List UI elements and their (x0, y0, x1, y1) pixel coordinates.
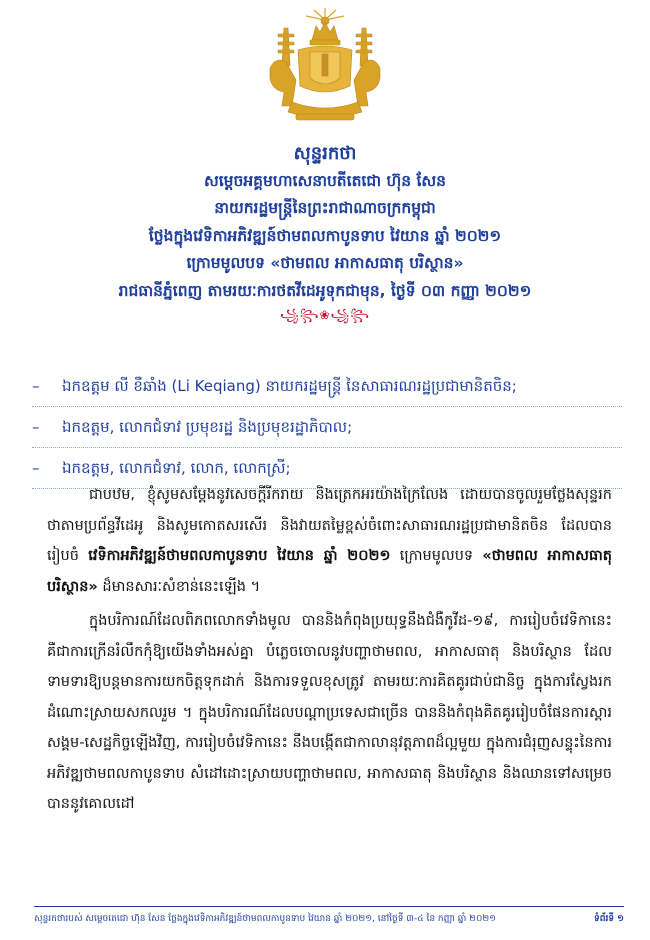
speaker-name: សម្តេចអគ្គមហាសេនាបតីតេជោ ហ៊ុន សែន (203, 171, 446, 190)
speech-title: សុន្ទរកថា (293, 143, 357, 164)
paragraph (47, 480, 612, 602)
page-number: ទំព័រទី ១ (594, 914, 624, 924)
address-item (32, 407, 622, 448)
ornament-divider: ꧁꧂❀꧁꧂ (279, 308, 371, 322)
paragraph: ក្នុងបរិការណ៍ដែលពិភពលោកទាំងមូល បាននិងកំពុងប្រយុទ្ធនឹងជំងឺកូវីដ-១៩, ការរៀបចំវេទិកានេះ គឺជាការក្រើនរំលឹកកុំឱ្យយើងទាំងអស់គ្នា បំភ្លេចចោលនូវបញ្ហាថាមពល, អាកាសធាតុ និងបរិស្ថាន ដែលទាមទារឱ្យបន្តមានការយកចិត្តទុកដាក់ និងការទទួលខុសត្រូវ តាមរយៈការគិតគូរជាប់ជានិច្ច ក្នុងការស្វែងរកដំណោះស្រាយសកលរួម ។ ក្នុងបរិការណ៍ដែលបណ្តាប្រទេសជាច្រើន បាននិងកំពុងគិតគូររៀបចំផែនការស្តារសង្គម-សេដ្ឋកិច្ចឡើងវិញ, ការរៀបចំវេទិកានេះ នឹងបង្កើតជាកាលានុវត្តភាពដ៏ល្អមួយ ក្នុងការជំរុញសន្ទុះនៃការអភិវឌ្ឍថាមពលកាបូនទាប សំដៅដោះស្រាយបញ្ហាថាមពល, អាកាសធាតុ និងបរិស្ថាន និងឈានទៅសម្រេចបាននូវគោលដៅ (47, 613, 612, 812)
list-dash: – (32, 459, 40, 477)
speech-body (47, 480, 612, 820)
address-text: ឯកឧត្តម, លោកជំទាវ ប្រមុខរដ្ឋ និងប្រមុខរដ្ឋាភិបាល; (62, 418, 353, 436)
speech-place-date: រាជធានីភ្នំពេញ តាមរយៈការថតវីដេអូទុកជាមុន, ថ្ងៃទី ០៣ កញ្ញា ២០២១ (118, 281, 532, 300)
address-text: ឯកឧត្តម, លោកជំទាវ, លោក, លោកស្រី; (62, 459, 291, 477)
forum-name: វេទិកាអភិវឌ្ឍន៍ថាមពលកាបូនទាប វៃយាន ឆ្នាំ ២០២១ (88, 548, 391, 564)
list-dash: – (32, 418, 40, 436)
paragraph-text: ដ៏មានសារៈសំខាន់នេះឡើង ។ (97, 578, 261, 595)
address-list (32, 366, 622, 489)
address-item (32, 366, 622, 407)
speech-heading (0, 140, 650, 325)
forum-theme: «ថាមពល អាកាសធាតុ បរិស្ថាន» (47, 548, 612, 595)
speaker-position: នាយករដ្ឋមន្ត្រីនៃព្រះរាជាណាចក្រកម្ពុជា (214, 199, 436, 217)
page-footer (34, 906, 624, 926)
speech-theme: ក្រោមមូលបទ «ថាមពល អាកាសធាតុ បរិស្ថាន» (186, 254, 464, 272)
paragraph-text: ក្រោមមូលបទ (390, 548, 483, 564)
speech-occasion: ថ្លែងក្នុងវេទិកាអភិវឌ្ឍន៍ថាមពលកាបូនទាប វៃយាន ឆ្នាំ ២០២១ (148, 226, 502, 245)
royal-coat-of-arms-icon (262, 6, 388, 124)
footer-text: សុន្ទរកថារបស់ សម្តេចតេជោ ហ៊ុន សែន ថ្លែងក្នុងវេទិកាអភិវឌ្ឍន៍ថាមពលកាបូនទាប វៃយាន ឆ្នាំ ២០២១, នៅថ្ងៃទី ៣-៤ នៃ កញ្ញា ឆ្នាំ ២០២១ (34, 914, 496, 924)
list-dash: – (32, 377, 40, 395)
paragraph-text: ជាបឋម, ខ្ញុំសូមសម្តែងនូវសេចក្តីរីករាយ និងត្រេកអរយ៉ាងក្រៃលែង ដោយបានចូលរួមថ្លែងសុន្ទរកថាតាមប្រព័ន្ធវីដេអូ និងសូមកោតសរសើរ និងវាយតម្លៃខ្ពស់ចំពោះសាធារណរដ្ឋប្រជាមានិតចិន ដែលបានរៀបចំ (47, 487, 612, 564)
address-text: ឯកឧត្តម លី ខឺឆាំង (Li Keqiang) នាយករដ្ឋមន្ត្រី នៃសាធារណរដ្ឋប្រជាមានិតចិន; (62, 377, 517, 395)
